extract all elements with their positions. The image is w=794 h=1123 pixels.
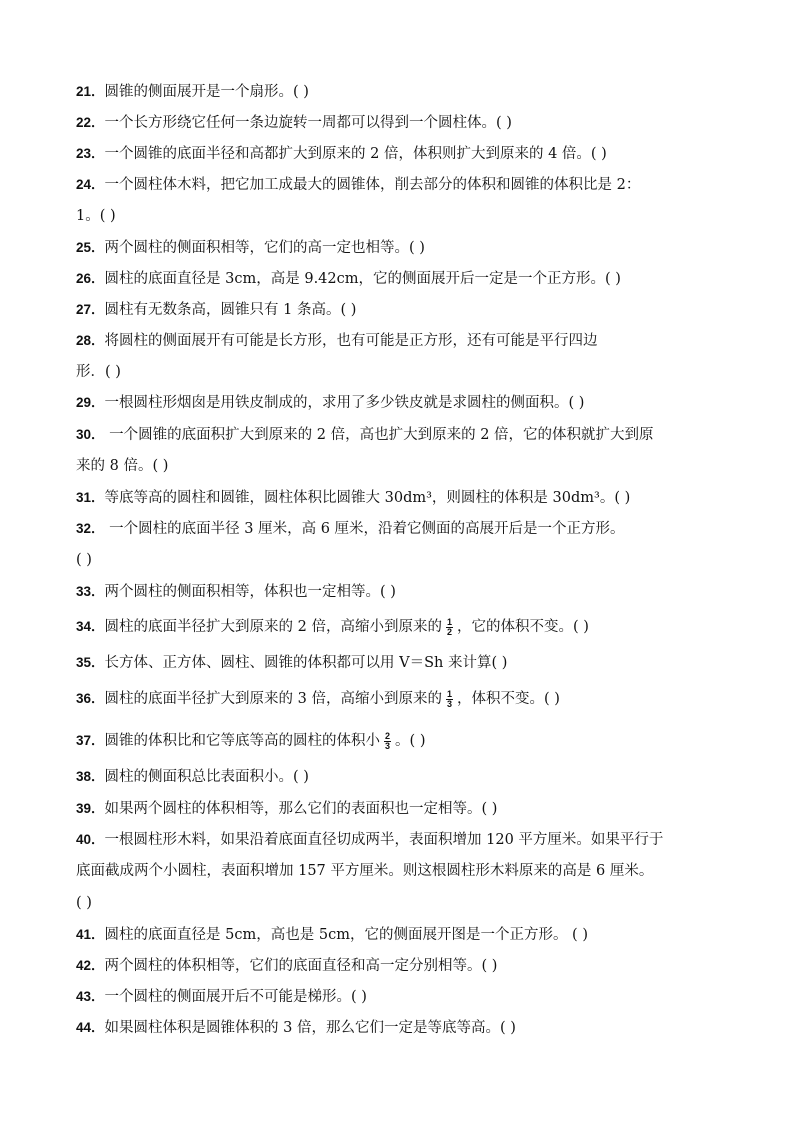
fraction-one-third: $\frac{1}{3}$ xyxy=(446,688,452,709)
question-40-continued: 底面截成两个小圆柱，表面积增加 157 平方厘米。则这根圆柱形木料原来的高是 6 厘米。 xyxy=(76,863,654,879)
question-32-continued: ( ) xyxy=(76,552,92,568)
question-27: 27．圆柱有无数条高，圆锥只有 1 条高。( ) xyxy=(76,302,357,318)
question-26: 26．圆柱的底面直径是 3cm，高是 9.42cm，它的侧面展开后一定是一个正方形。( ) xyxy=(76,271,621,287)
question-28-continued: 形．( ) xyxy=(76,364,121,380)
question-40-answer: ( ) xyxy=(76,895,92,911)
question-39: 39．如果两个圆柱的体积相等，那么它们的表面积也一定相等。( ) xyxy=(76,801,498,817)
question-30-continued: 来的 8 倍。( ) xyxy=(76,458,169,474)
question-30: 30． 一个圆锥的底面积扩大到原来的 2 倍，高也扩大到原来的 2 倍，它的体积就扩大到原 xyxy=(76,427,654,443)
fraction-one-half: $\frac{1}{2}$ xyxy=(446,616,452,637)
question-41: 41．圆柱的底面直径是 5cm，高也是 5cm，它的侧面展开图是一个正方形。 ( ) xyxy=(76,927,588,943)
question-34: 34．圆柱的底面半径扩大到原来的 2 倍，高缩小到原来的 $\frac{1}{2}$ ，它的体积不变。( ) xyxy=(76,616,589,637)
question-24-continued: 1。( ) xyxy=(76,208,116,224)
question-21: 21．圆锥的侧面展开是一个扇形。( ) xyxy=(76,84,309,100)
fraction-two-thirds: $\frac{2}{3}$ xyxy=(385,730,391,751)
question-43: 43．一个圆柱的侧面展开后不可能是梯形。( ) xyxy=(76,989,367,1005)
question-44: 44．如果圆柱体积是圆锥体积的 3 倍，那么它们一定是等底等高。( ) xyxy=(76,1020,516,1036)
question-35: 35．长方体、正方体、圆柱、圆锥的体积都可以用 V＝Sh 来计算( ) xyxy=(76,655,508,671)
question-29: 29．一根圆柱形烟囱是用铁皮制成的，求用了多少铁皮就是求圆柱的侧面积。( ) xyxy=(76,395,585,411)
question-24: 24．一个圆柱体木料，把它加工成最大的圆锥体，削去部分的体积和圆锥的体积比是 2： xyxy=(76,177,641,193)
question-28: 28．将圆柱的侧面展开有可能是长方形，也有可能是正方形，还有可能是平行四边 xyxy=(76,333,598,349)
question-42: 42．两个圆柱的体积相等，它们的底面直径和高一定分别相等。( ) xyxy=(76,958,498,974)
question-37: 37．圆锥的体积比和它等底等高的圆柱的体积小 $\frac{2}{3}$ 。( ) xyxy=(76,730,426,751)
question-23: 23．一个圆锥的底面半径和高都扩大到原来的 2 倍，体积则扩大到原来的 4 倍。( ) xyxy=(76,146,607,162)
question-31: 31．等底等高的圆柱和圆锥，圆柱体积比圆锥大 30dm³，则圆柱的体积是 30dm³。( ) xyxy=(76,490,631,506)
question-36: 36．圆柱的底面半径扩大到原来的 3 倍，高缩小到原来的 $\frac{1}{3}$ ，体积不变。( ) xyxy=(76,688,560,709)
question-40: 40．一根圆柱形木料，如果沿着底面直径切成两半，表面积增加 120 平方厘米。如果平行于 xyxy=(76,832,664,848)
question-38: 38．圆柱的侧面积总比表面积小。( ) xyxy=(76,769,309,785)
question-25: 25．两个圆柱的侧面积相等，它们的高一定也相等。( ) xyxy=(76,240,425,256)
question-32: 32． 一个圆柱的底面半径 3 厘米，高 6 厘米，沿着它侧面的高展开后是一个正方形。 xyxy=(76,521,625,537)
question-33: 33．两个圆柱的侧面积相等，体积也一定相等。( ) xyxy=(76,584,396,600)
question-22: 22．一个长方形绕它任何一条边旋转一周都可以得到一个圆柱体。( ) xyxy=(76,115,512,131)
